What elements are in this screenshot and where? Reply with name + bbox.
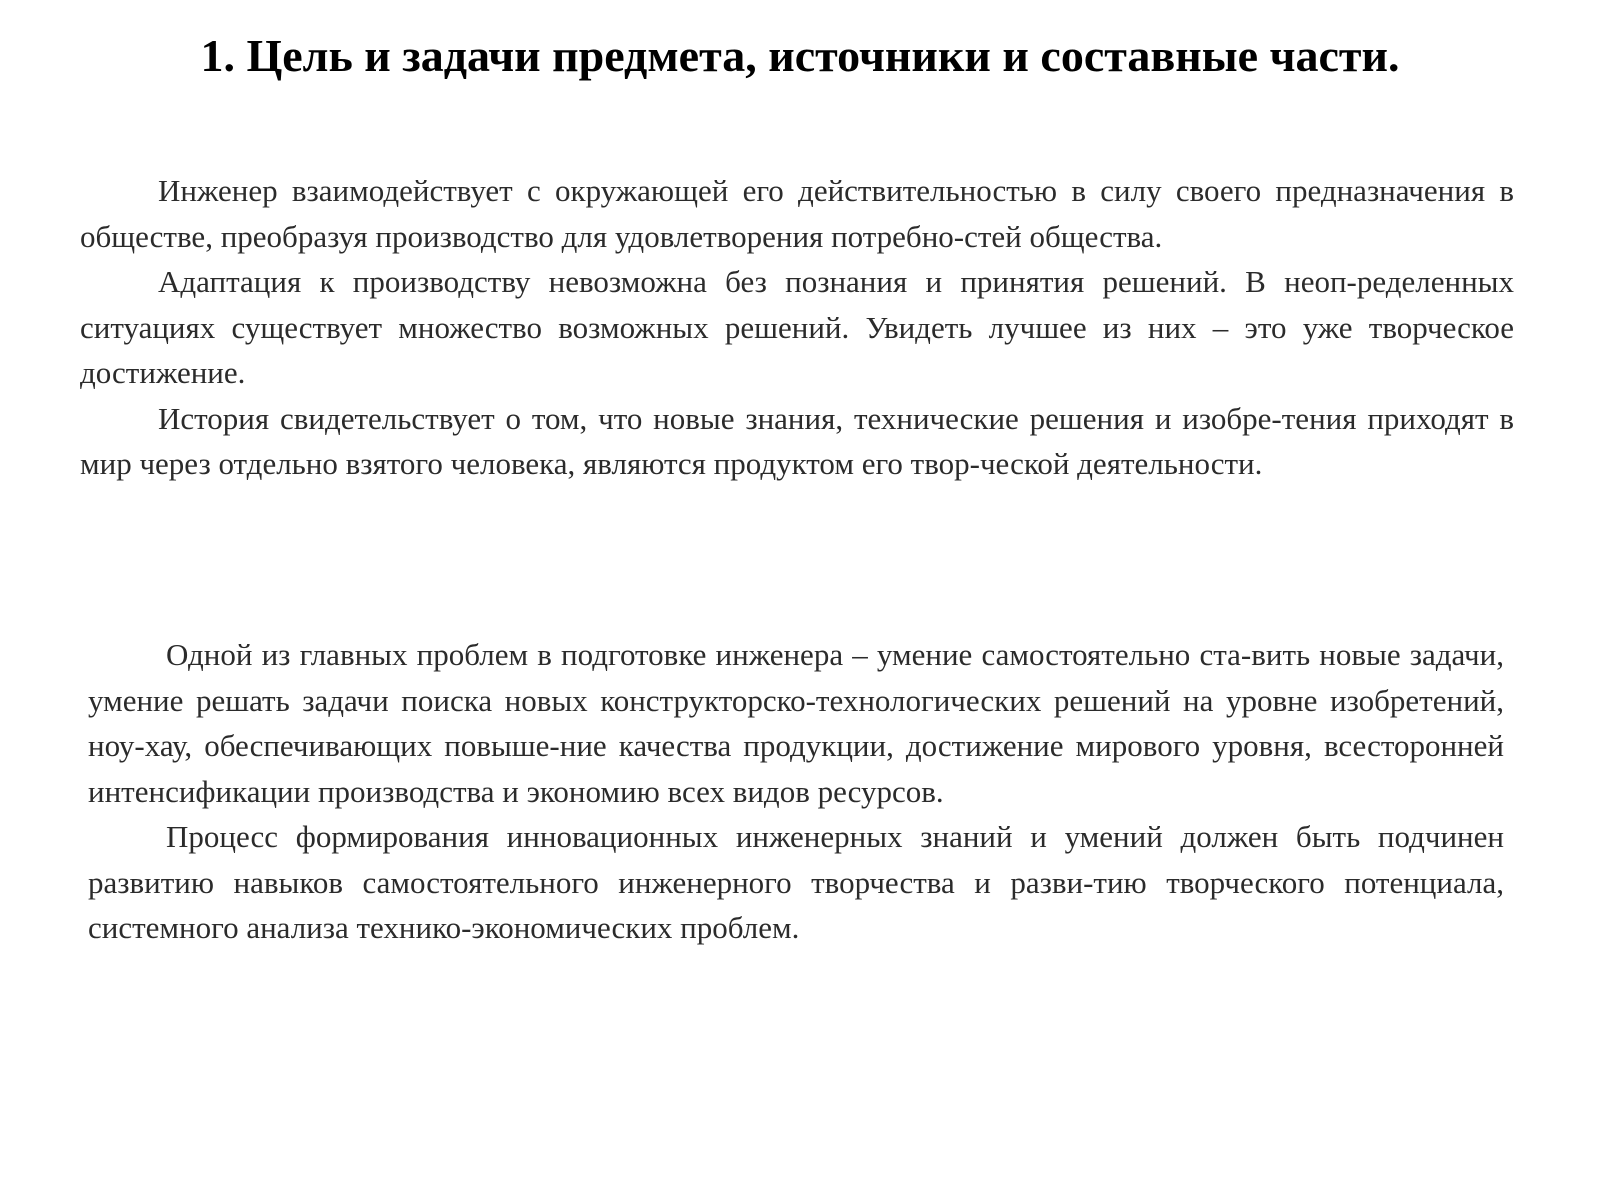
page-title: 1. Цель и задачи предмета, источники и составные части.	[200, 30, 1400, 81]
paragraph-main-problem: Одной из главных проблем в подготовке инженера – умение самостоятельно ста-вить новые задачи, умение решать задачи поиска новых конструкторско-технологических решений на уровне изобретений, ноу-хау, обеспечивающих повыше-ние качества продукции, достижение мирового уровня, всесторонней интенсификации производства и экономию всех видов ресурсов.	[88, 637, 1504, 809]
paragraph-formation-process: Процесс формирования инновационных инженерных знаний и умений должен быть подчинен развитию навыков самостоятельного инженерного творчества и разви-тию творческого потенциала, системного анализа технико-экономических проблем.	[88, 819, 1504, 945]
paragraph-history: История свидетельствует о том, что новые знания, технические решения и изобре-тения приходят в мир через отдельно взятого человека, являются продуктом его твор-ческой деятельности.	[80, 400, 1514, 481]
paragraph-adaptation: Адаптация к производству невозможна без познания и принятия решений. В неоп-ределенных ситуациях существует множество возможных решений. Увидеть лучшее из них – это уже творческое достижение.	[80, 264, 1514, 390]
scanned-text-block-1	[80, 168, 1514, 487]
scanned-text-block-2	[88, 632, 1504, 951]
paragraph-engineer-role: Инженер взаимодействует с окружающей его действительностью в силу своего предназначения в обществе, преобразуя производство для удовлетворения потребно-стей общества.	[80, 173, 1514, 254]
